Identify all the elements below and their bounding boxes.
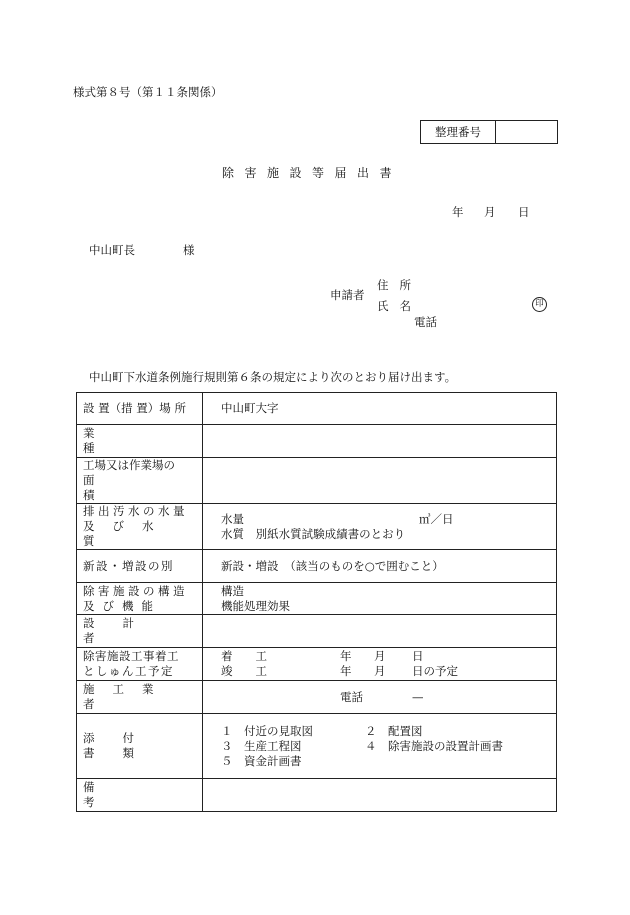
notification-table xyxy=(76,392,557,812)
quality-line xyxy=(221,527,556,542)
table-row xyxy=(77,425,557,458)
start-day: 日 xyxy=(412,649,424,663)
schedule-end-line xyxy=(221,664,556,679)
contractor-phone-dash: — xyxy=(412,689,424,704)
intro-text: 中山町下水道条例施行規則第６条の規定により次のとおり届け出ます。 xyxy=(89,370,457,384)
contractor-phone-label: 電話 xyxy=(340,689,363,704)
new-or-expand-value[interactable]: 新設・増設 （該当のものを○で囲むこと） xyxy=(203,550,557,583)
structure-value-line2: 機能処理効果 xyxy=(221,598,290,613)
designer-label: 設計者 xyxy=(83,616,162,645)
table-row xyxy=(77,504,557,550)
address-label: 住所 xyxy=(377,278,422,292)
table-row xyxy=(77,779,557,812)
new-or-expand-label-cell xyxy=(77,550,203,583)
attachments-line3 xyxy=(221,754,556,769)
remarks-label-cell xyxy=(77,779,203,812)
attachment-item-4: ４ 除害施設の設置計画書 xyxy=(365,738,503,753)
attachments-label: 添付書類 xyxy=(83,731,162,760)
table-row xyxy=(77,714,557,779)
designer-label-cell xyxy=(77,615,203,648)
structure-label-cell xyxy=(77,583,203,615)
start-month: 月 xyxy=(374,649,386,663)
volume-unit: ㎥／日 xyxy=(419,511,454,526)
industry-value[interactable] xyxy=(203,425,557,458)
applicant-label: 申請者 xyxy=(330,288,365,302)
form-number: 様式第８号（第１１条関係） xyxy=(73,85,223,99)
structure-value-line1: 構造 xyxy=(221,583,244,598)
reference-number-box xyxy=(420,120,558,144)
location-label xyxy=(77,393,203,425)
industry-label xyxy=(83,426,196,456)
attachments-line1 xyxy=(221,724,556,739)
volume-line xyxy=(221,512,556,527)
honorific: 様 xyxy=(183,243,195,257)
attachment-item-5: ５ 資金計画書 xyxy=(221,753,302,768)
area-label-cell xyxy=(77,458,203,504)
volume-label: 水量 xyxy=(221,511,244,526)
contractor-label-cell xyxy=(77,681,203,714)
end-year: 年 xyxy=(340,664,352,678)
name-label: 氏名 xyxy=(377,299,422,313)
phone-label: 電話 xyxy=(414,315,437,329)
seal-mark: 印 xyxy=(532,297,547,312)
area-label-line1: 工場又は作業場の xyxy=(83,458,175,472)
industry-label-cell xyxy=(77,425,203,458)
start-year: 年 xyxy=(340,649,352,663)
date-day: 日 xyxy=(518,205,530,219)
attachments-line2 xyxy=(221,739,556,754)
end-day-planned: 日の予定 xyxy=(412,664,458,678)
remarks-value[interactable] xyxy=(203,779,557,812)
addressee: 中山町長 xyxy=(89,243,135,257)
contractor-value[interactable] xyxy=(203,681,557,714)
wastewater-value[interactable] xyxy=(203,504,557,550)
contractor-label: 施工業者 xyxy=(83,682,172,711)
date-month: 月 xyxy=(484,205,496,219)
attachments-value[interactable] xyxy=(203,714,557,779)
table-row xyxy=(77,550,557,583)
table-row xyxy=(77,583,557,615)
end-label: 竣 工 xyxy=(221,664,267,678)
quality-text: 別紙水質試験成績書のとおり xyxy=(255,526,406,541)
contractor-phone-line xyxy=(221,690,556,705)
attachment-item-1: １ 付近の見取図 xyxy=(221,723,313,738)
location-value[interactable]: 中山町大字 xyxy=(203,393,557,425)
end-month: 月 xyxy=(374,664,386,678)
attachments-label-cell xyxy=(77,714,203,779)
start-label: 着 工 xyxy=(221,649,267,663)
schedule-label-line2: としゅん工予定 xyxy=(83,664,174,678)
wastewater-label-line2: 及び水質 xyxy=(83,519,172,548)
table-row xyxy=(77,681,557,714)
designer-value[interactable] xyxy=(203,615,557,648)
wastewater-label-cell xyxy=(77,504,203,550)
reference-number-label: 整理番号 xyxy=(421,121,496,143)
schedule-label-cell xyxy=(77,648,203,681)
table-row xyxy=(77,393,557,425)
structure-label-line2: 及び機能 xyxy=(83,598,161,613)
schedule-label-line1: 除害施設工事着工 xyxy=(83,649,179,663)
structure-value[interactable] xyxy=(203,583,557,615)
area-label-line2: 面積 xyxy=(83,473,177,502)
attachment-item-3: ３ 生産工程図 xyxy=(221,738,302,753)
wastewater-label-line1: 排出汚水の水量 xyxy=(83,504,188,518)
industry-label-text: 業種 xyxy=(83,426,165,455)
location-label-text: 設 置（措 置）場 所 xyxy=(83,401,186,415)
date-year: 年 xyxy=(452,205,464,219)
structure-label-line1: 除害施設の構造 xyxy=(83,583,188,598)
page-title: 除害施設等届出書 xyxy=(222,166,403,180)
new-or-expand-label: 新設・増設の別 xyxy=(83,558,174,573)
attachment-item-2: ２ 配置図 xyxy=(365,723,423,738)
area-value[interactable] xyxy=(203,458,557,504)
table-row xyxy=(77,615,557,648)
schedule-start-line xyxy=(221,649,556,664)
table-row xyxy=(77,458,557,504)
table-row xyxy=(77,648,557,681)
quality-label: 水質 xyxy=(221,526,244,541)
remarks-label: 備考 xyxy=(83,780,165,809)
schedule-value[interactable] xyxy=(203,648,557,681)
